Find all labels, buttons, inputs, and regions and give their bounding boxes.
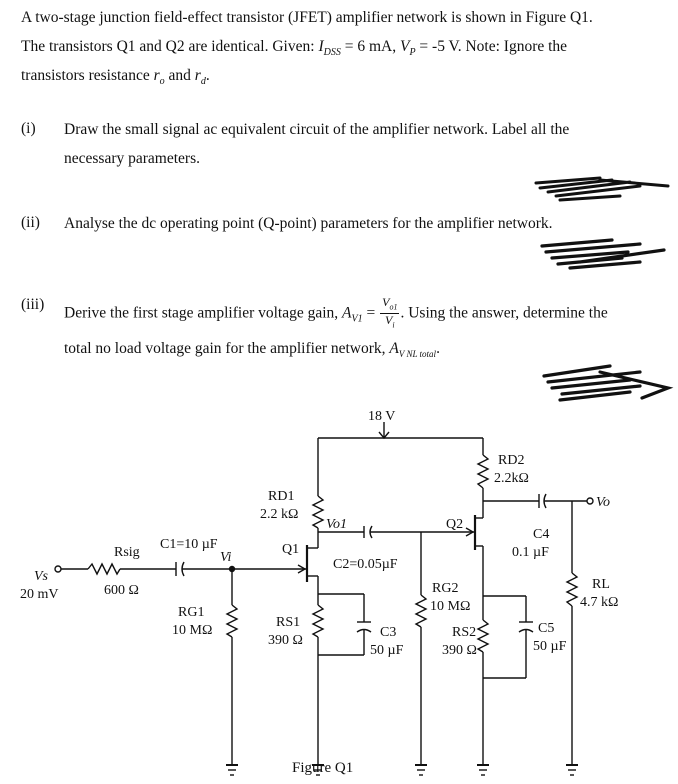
rd2-resistor: [478, 455, 488, 488]
rl-name: RL: [592, 577, 610, 592]
c4-name: C4: [533, 527, 550, 542]
rsig-name: Rsig: [114, 545, 140, 560]
question-ii-line-1: Analyse the dc operating point (Q-point) parameters for the amplifier network.: [64, 215, 553, 232]
rg1-resistor: [227, 605, 237, 637]
vs-terminal: [55, 566, 61, 572]
c3-name: C3: [380, 625, 397, 640]
rd1-resistor: [313, 496, 323, 528]
vi-label: Vi: [220, 550, 232, 565]
c5-value: 50 µF: [533, 639, 567, 654]
c4-value: 0.1 µF: [512, 545, 549, 560]
vs-value: 20 mV: [20, 587, 59, 602]
vs-name: Vs: [34, 569, 48, 584]
rs1-value: 390 Ω: [268, 633, 303, 648]
c1-label: C1=10 µF: [160, 537, 218, 552]
q2-label: Q2: [446, 517, 464, 532]
figure-caption: Figure Q1: [292, 760, 354, 776]
question-i-number: (i): [21, 120, 36, 137]
vo-terminal: [587, 498, 593, 504]
c3-value: 50 µF: [370, 643, 404, 658]
rd1-value: 2.2 kΩ: [260, 507, 299, 522]
rl-value: 4.7 kΩ: [580, 595, 619, 610]
q1-label: Q1: [282, 542, 300, 557]
rg1-value: 10 MΩ: [172, 623, 213, 638]
vo1-label: Vo1: [326, 517, 347, 532]
rd2-name: RD2: [498, 453, 525, 468]
intro-line-2: The transistors Q1 and Q2 are identical. Given: $I_{DSS} = 6$ mA, $V_P = -5$ V. Note: Ignore the: [21, 38, 568, 59]
rs2-name: RS2: [452, 625, 477, 640]
question-iii-line-1: Derive the first stage amplifier voltage gain, $A_{V1}$ = $\frac{V_{o1}}{V_i}$ . Using the answer, determine the: [64, 295, 608, 330]
rd2-value: 2.2kΩ: [494, 471, 529, 486]
question-i-line-2: necessary parameters.: [64, 150, 200, 167]
supply-label: 18 V: [368, 409, 396, 424]
rg1-name: RG1: [178, 605, 205, 620]
rsig-value: 600 Ω: [104, 583, 139, 598]
rg2-value: 10 MΩ: [430, 599, 471, 614]
intro-line-3: transistors resistance $r_o$ and $r_d$.: [21, 67, 210, 88]
rs1-name: RS1: [276, 615, 301, 630]
rd1-name: RD1: [268, 489, 295, 504]
vo-label: Vo: [596, 495, 610, 510]
question-ii-number: (ii): [21, 214, 40, 231]
question-iii-line-2: total no load voltage gain for the amplifier network, $A_{V NL total}$.: [64, 340, 440, 360]
rg2-name: RG2: [432, 581, 459, 596]
rsig-resistor: [88, 564, 120, 574]
question-iii-number: (iii): [21, 296, 45, 313]
c5-name: C5: [538, 621, 555, 636]
rs2-value: 390 Ω: [442, 643, 477, 658]
rg2-resistor: [416, 595, 426, 627]
rs1-resistor: [313, 605, 323, 637]
c2-label: C2=0.05µF: [333, 557, 398, 572]
question-i-line-1: Draw the small signal ac equivalent circuit of the amplifier network. Label all the: [64, 121, 570, 138]
intro-line-1: A two-stage junction field-effect transistor (JFET) amplifier network is shown in Figure Q1.: [21, 9, 593, 26]
rs2-resistor: [478, 620, 488, 652]
rl-resistor: [567, 573, 577, 606]
